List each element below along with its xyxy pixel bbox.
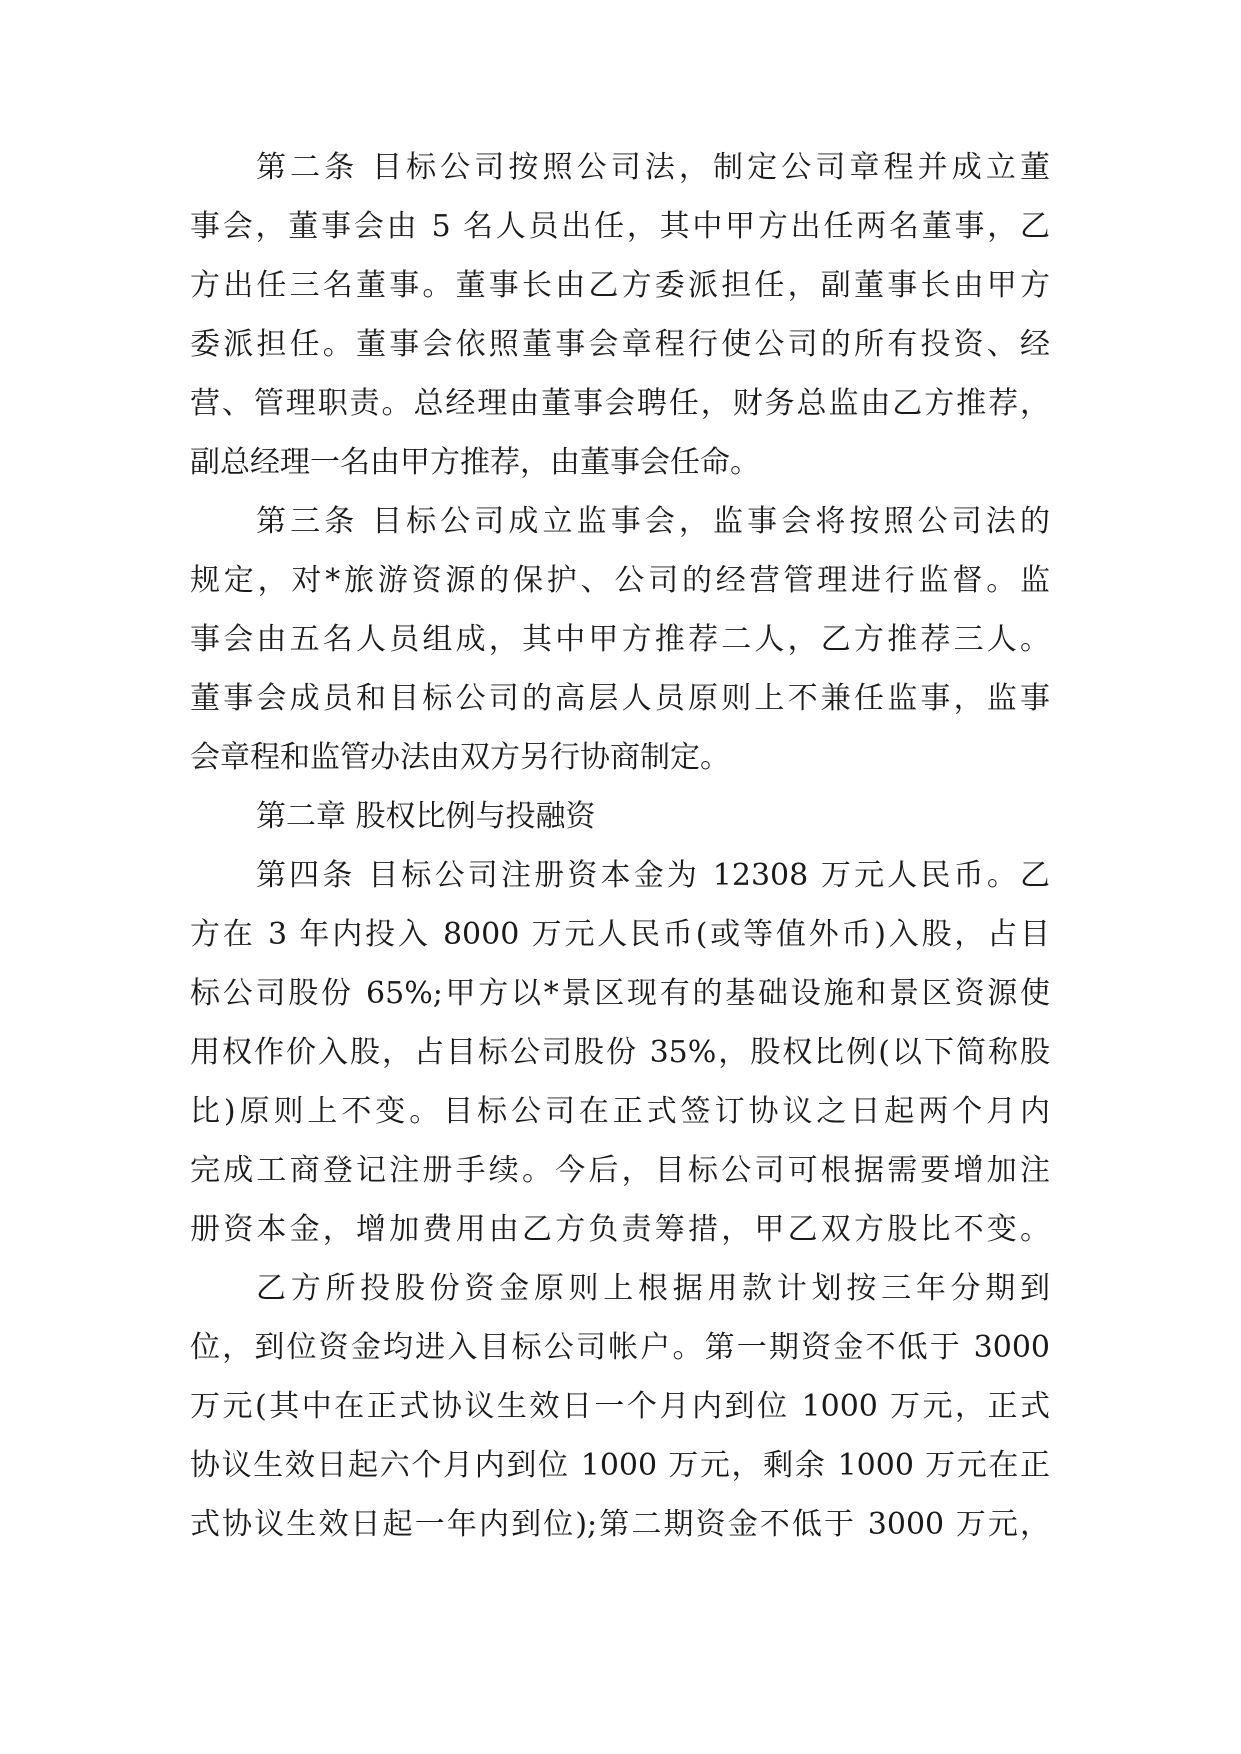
article-4-line-5: 比)原则上不变。目标公司在正式签订协议之日起两个月内 (190, 1094, 1050, 1129)
article-2-line-4: 委派担任。董事会依照董事会章程行使公司的所有投资、经 (190, 327, 1050, 362)
article-3-line-2: 规定，对*旅游资源的保护、公司的经营管理进行监督。监 (190, 563, 1050, 598)
article-4-line-6: 完成工商登记注册手续。今后，目标公司可根据需要增加注 (190, 1153, 1050, 1188)
article-2-line-1: 第二条 目标公司按照公司法，制定公司章程并成立董 (256, 150, 1050, 185)
article-2-line-5: 营、管理职责。总经理由董事会聘任，财务总监由乙方推荐， (190, 386, 1050, 421)
funding-para-line-4: 协议生效日起六个月内到位 1000 万元，剩余 1000 万元在正 (190, 1448, 1050, 1483)
funding-para-line-3: 万元(其中在正式协议生效日一个月内到位 1000 万元，正式 (190, 1389, 1050, 1424)
funding-para-line-1: 乙方所投股份资金原则上根据用款计划按三年分期到 (256, 1271, 1050, 1306)
funding-para-line-2: 位，到位资金均进入目标公司帐户。第一期资金不低于 3000 (190, 1330, 1050, 1365)
funding-para-line-5: 式协议生效日起一年内到位);第二期资金不低于 3000 万元， (190, 1507, 1050, 1542)
article-3-line-4: 董事会成员和目标公司的高层人员原则上不兼任监事，监事 (190, 681, 1050, 716)
article-4-line-3: 标公司股份 65%;甲方以*景区现有的基础设施和景区资源使 (190, 976, 1050, 1011)
article-3-line-3: 事会由五名人员组成，其中甲方推荐二人，乙方推荐三人。 (190, 622, 1050, 657)
article-4-line-2: 方在 3 年内投入 8000 万元人民币(或等值外币)入股，占目 (190, 917, 1050, 952)
article-2-line-6: 副总经理一名由甲方推荐，由董事会任命。 (190, 445, 760, 480)
article-4-line-7: 册资本金，增加费用由乙方负责筹措，甲乙双方股比不变。 (190, 1212, 1050, 1247)
article-3-line-5: 会章程和监管办法由双方另行协商制定。 (190, 740, 730, 775)
article-2-line-2: 事会，董事会由 5 名人员出任，其中甲方出任两名董事，乙 (190, 209, 1050, 244)
article-3-line-1: 第三条 目标公司成立监事会，监事会将按照公司法的 (256, 504, 1050, 539)
article-4-line-1: 第四条 目标公司注册资本金为 12308 万元人民币。乙 (256, 858, 1050, 893)
chapter-2-heading: 第二章 股权比例与投融资 (256, 799, 596, 834)
article-4-line-4: 用权作价入股，占目标公司股份 35%，股权比例(以下简称股 (190, 1035, 1050, 1070)
article-2-line-3: 方出任三名董事。董事长由乙方委派担任，副董事长由甲方 (190, 268, 1050, 303)
